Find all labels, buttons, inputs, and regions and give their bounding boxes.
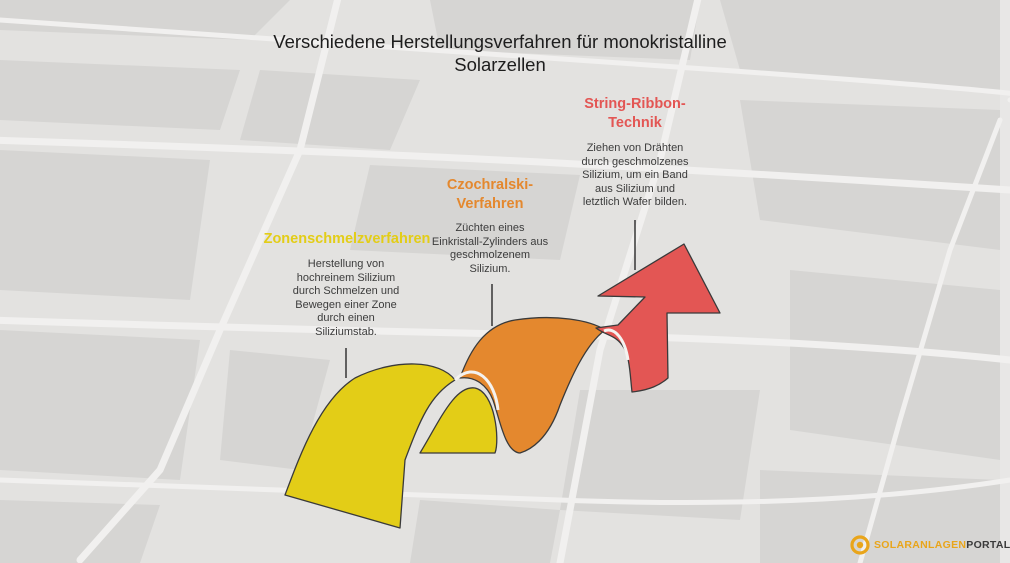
logo-text [874,539,1010,551]
stage-title-czochralski [420,176,560,214]
stage-title-zonenschmelz-line: Zonenschmelzverfahren [263,231,431,247]
desc-line: Einkristall-Zylinders aus [431,235,549,248]
desc-line: Bewegen einer Zone [295,298,397,311]
desc-line: durch geschmolzenes [581,155,689,168]
stage-title-zonenschmelz [252,230,442,249]
stage-title-string-ribbon-line-2: Technik [608,115,662,131]
stage-title-czochralski-line-2: Verfahren [456,196,524,212]
solaranlagenportal-logo [850,534,1010,556]
desc-line: Siliziumstab. [315,325,377,338]
stage-title-string-ribbon-line-1: String-Ribbon- [584,96,686,112]
ribbon-segment-string-ribbon [596,244,720,392]
stage-description-czochralski [415,222,565,276]
sun-logo-icon [850,535,870,555]
desc-line: Züchten eines [455,222,525,234]
title-line-1: Verschiedene Herstellungsverfahren für monokristalline [273,31,727,52]
desc-line: Herstellung von [307,258,385,270]
desc-line: durch Schmelzen und [292,285,400,298]
desc-line: durch einen [317,312,375,325]
stage-title-czochralski-line-1: Czochralski- [446,177,534,193]
logo-text-highlight: SOLARANLAGEN [874,539,967,551]
title-line-2: Solarzellen [454,54,546,75]
desc-line: Ziehen von Drähten [586,142,684,154]
desc-line: geschmolzenem [449,249,531,262]
stage-title-string-ribbon [560,95,710,133]
desc-line: Silizium, um ein Band [582,169,688,182]
logo-text-rest: PORTAL [966,539,1010,551]
desc-line: hochreinem Silizium [296,271,396,284]
desc-line: Silizium. [469,262,511,275]
desc-line: letztlich Wafer bilden. [582,196,688,209]
stage-description-zonenschmelz [276,258,416,340]
desc-line: aus Silizium und [594,182,676,195]
stage-description-string-ribbon [565,142,705,210]
